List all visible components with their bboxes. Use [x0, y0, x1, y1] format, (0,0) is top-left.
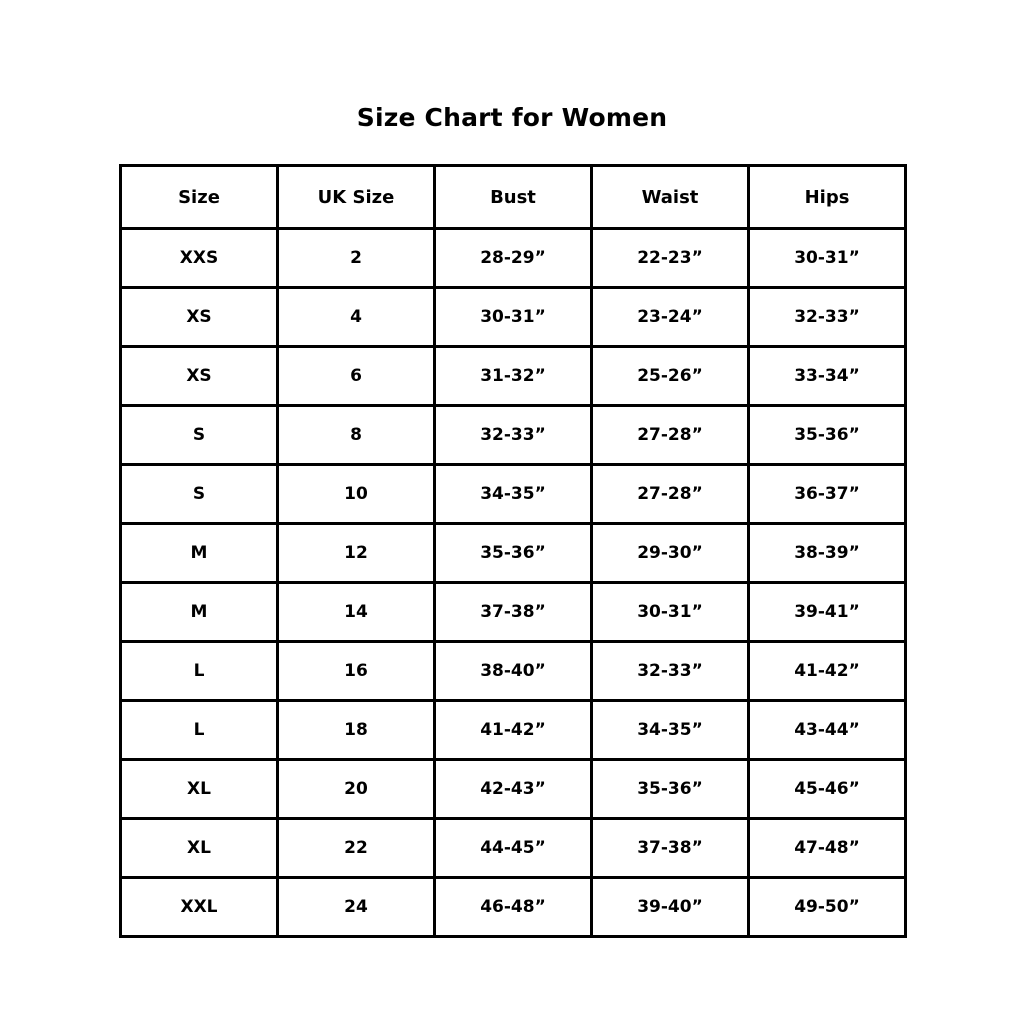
- cell-waist: 35-36”: [592, 760, 749, 819]
- table-row: [121, 642, 906, 701]
- cell-hips: 49-50”: [749, 878, 906, 937]
- table-header-row: [121, 166, 906, 229]
- table-header: [121, 166, 906, 229]
- cell-hips: 41-42”: [749, 642, 906, 701]
- cell-waist: 30-31”: [592, 583, 749, 642]
- cell-uk: 12: [278, 524, 435, 583]
- cell-bust: 44-45”: [435, 819, 592, 878]
- cell-size: L: [121, 701, 278, 760]
- cell-bust: 37-38”: [435, 583, 592, 642]
- cell-uk: 6: [278, 347, 435, 406]
- cell-bust: 42-43”: [435, 760, 592, 819]
- column-header-hips: Hips: [749, 166, 906, 229]
- cell-bust: 32-33”: [435, 406, 592, 465]
- cell-waist: 25-26”: [592, 347, 749, 406]
- table-row: [121, 524, 906, 583]
- cell-waist: 37-38”: [592, 819, 749, 878]
- cell-waist: 23-24”: [592, 288, 749, 347]
- column-header-waist: Waist: [592, 166, 749, 229]
- cell-uk: 8: [278, 406, 435, 465]
- cell-size: XS: [121, 288, 278, 347]
- table-body: [121, 229, 906, 937]
- cell-size: M: [121, 583, 278, 642]
- cell-waist: 39-40”: [592, 878, 749, 937]
- column-header-size: Size: [121, 166, 278, 229]
- cell-uk: 2: [278, 229, 435, 288]
- cell-size: XXL: [121, 878, 278, 937]
- cell-bust: 35-36”: [435, 524, 592, 583]
- column-header-bust: Bust: [435, 166, 592, 229]
- table-row: [121, 819, 906, 878]
- table-row: [121, 465, 906, 524]
- cell-hips: 43-44”: [749, 701, 906, 760]
- cell-bust: 34-35”: [435, 465, 592, 524]
- cell-hips: 32-33”: [749, 288, 906, 347]
- cell-waist: 34-35”: [592, 701, 749, 760]
- cell-uk: 14: [278, 583, 435, 642]
- cell-bust: 28-29”: [435, 229, 592, 288]
- cell-uk: 4: [278, 288, 435, 347]
- table-row: [121, 288, 906, 347]
- cell-hips: 30-31”: [749, 229, 906, 288]
- cell-uk: 22: [278, 819, 435, 878]
- cell-waist: 22-23”: [592, 229, 749, 288]
- cell-size: XL: [121, 819, 278, 878]
- cell-size: M: [121, 524, 278, 583]
- cell-uk: 10: [278, 465, 435, 524]
- table-row: [121, 406, 906, 465]
- table-row: [121, 347, 906, 406]
- table-row: [121, 878, 906, 937]
- cell-bust: 30-31”: [435, 288, 592, 347]
- size-chart-table: [119, 164, 907, 938]
- cell-waist: 27-28”: [592, 465, 749, 524]
- cell-waist: 32-33”: [592, 642, 749, 701]
- column-header-uk-size: UK Size: [278, 166, 435, 229]
- cell-waist: 27-28”: [592, 406, 749, 465]
- cell-size: XL: [121, 760, 278, 819]
- cell-size: XXS: [121, 229, 278, 288]
- size-chart-table-wrap: [119, 164, 904, 938]
- cell-bust: 38-40”: [435, 642, 592, 701]
- cell-bust: 41-42”: [435, 701, 592, 760]
- cell-size: L: [121, 642, 278, 701]
- table-row: [121, 583, 906, 642]
- cell-bust: 46-48”: [435, 878, 592, 937]
- cell-hips: 33-34”: [749, 347, 906, 406]
- cell-waist: 29-30”: [592, 524, 749, 583]
- cell-bust: 31-32”: [435, 347, 592, 406]
- cell-hips: 36-37”: [749, 465, 906, 524]
- table-row: [121, 229, 906, 288]
- cell-uk: 24: [278, 878, 435, 937]
- cell-hips: 38-39”: [749, 524, 906, 583]
- cell-size: XS: [121, 347, 278, 406]
- page-title: Size Chart for Women: [356, 103, 668, 132]
- table-row: [121, 760, 906, 819]
- cell-hips: 39-41”: [749, 583, 906, 642]
- cell-uk: 16: [278, 642, 435, 701]
- cell-size: S: [121, 465, 278, 524]
- cell-hips: 47-48”: [749, 819, 906, 878]
- cell-hips: 45-46”: [749, 760, 906, 819]
- cell-size: S: [121, 406, 278, 465]
- cell-uk: 18: [278, 701, 435, 760]
- cell-hips: 35-36”: [749, 406, 906, 465]
- cell-uk: 20: [278, 760, 435, 819]
- table-row: [121, 701, 906, 760]
